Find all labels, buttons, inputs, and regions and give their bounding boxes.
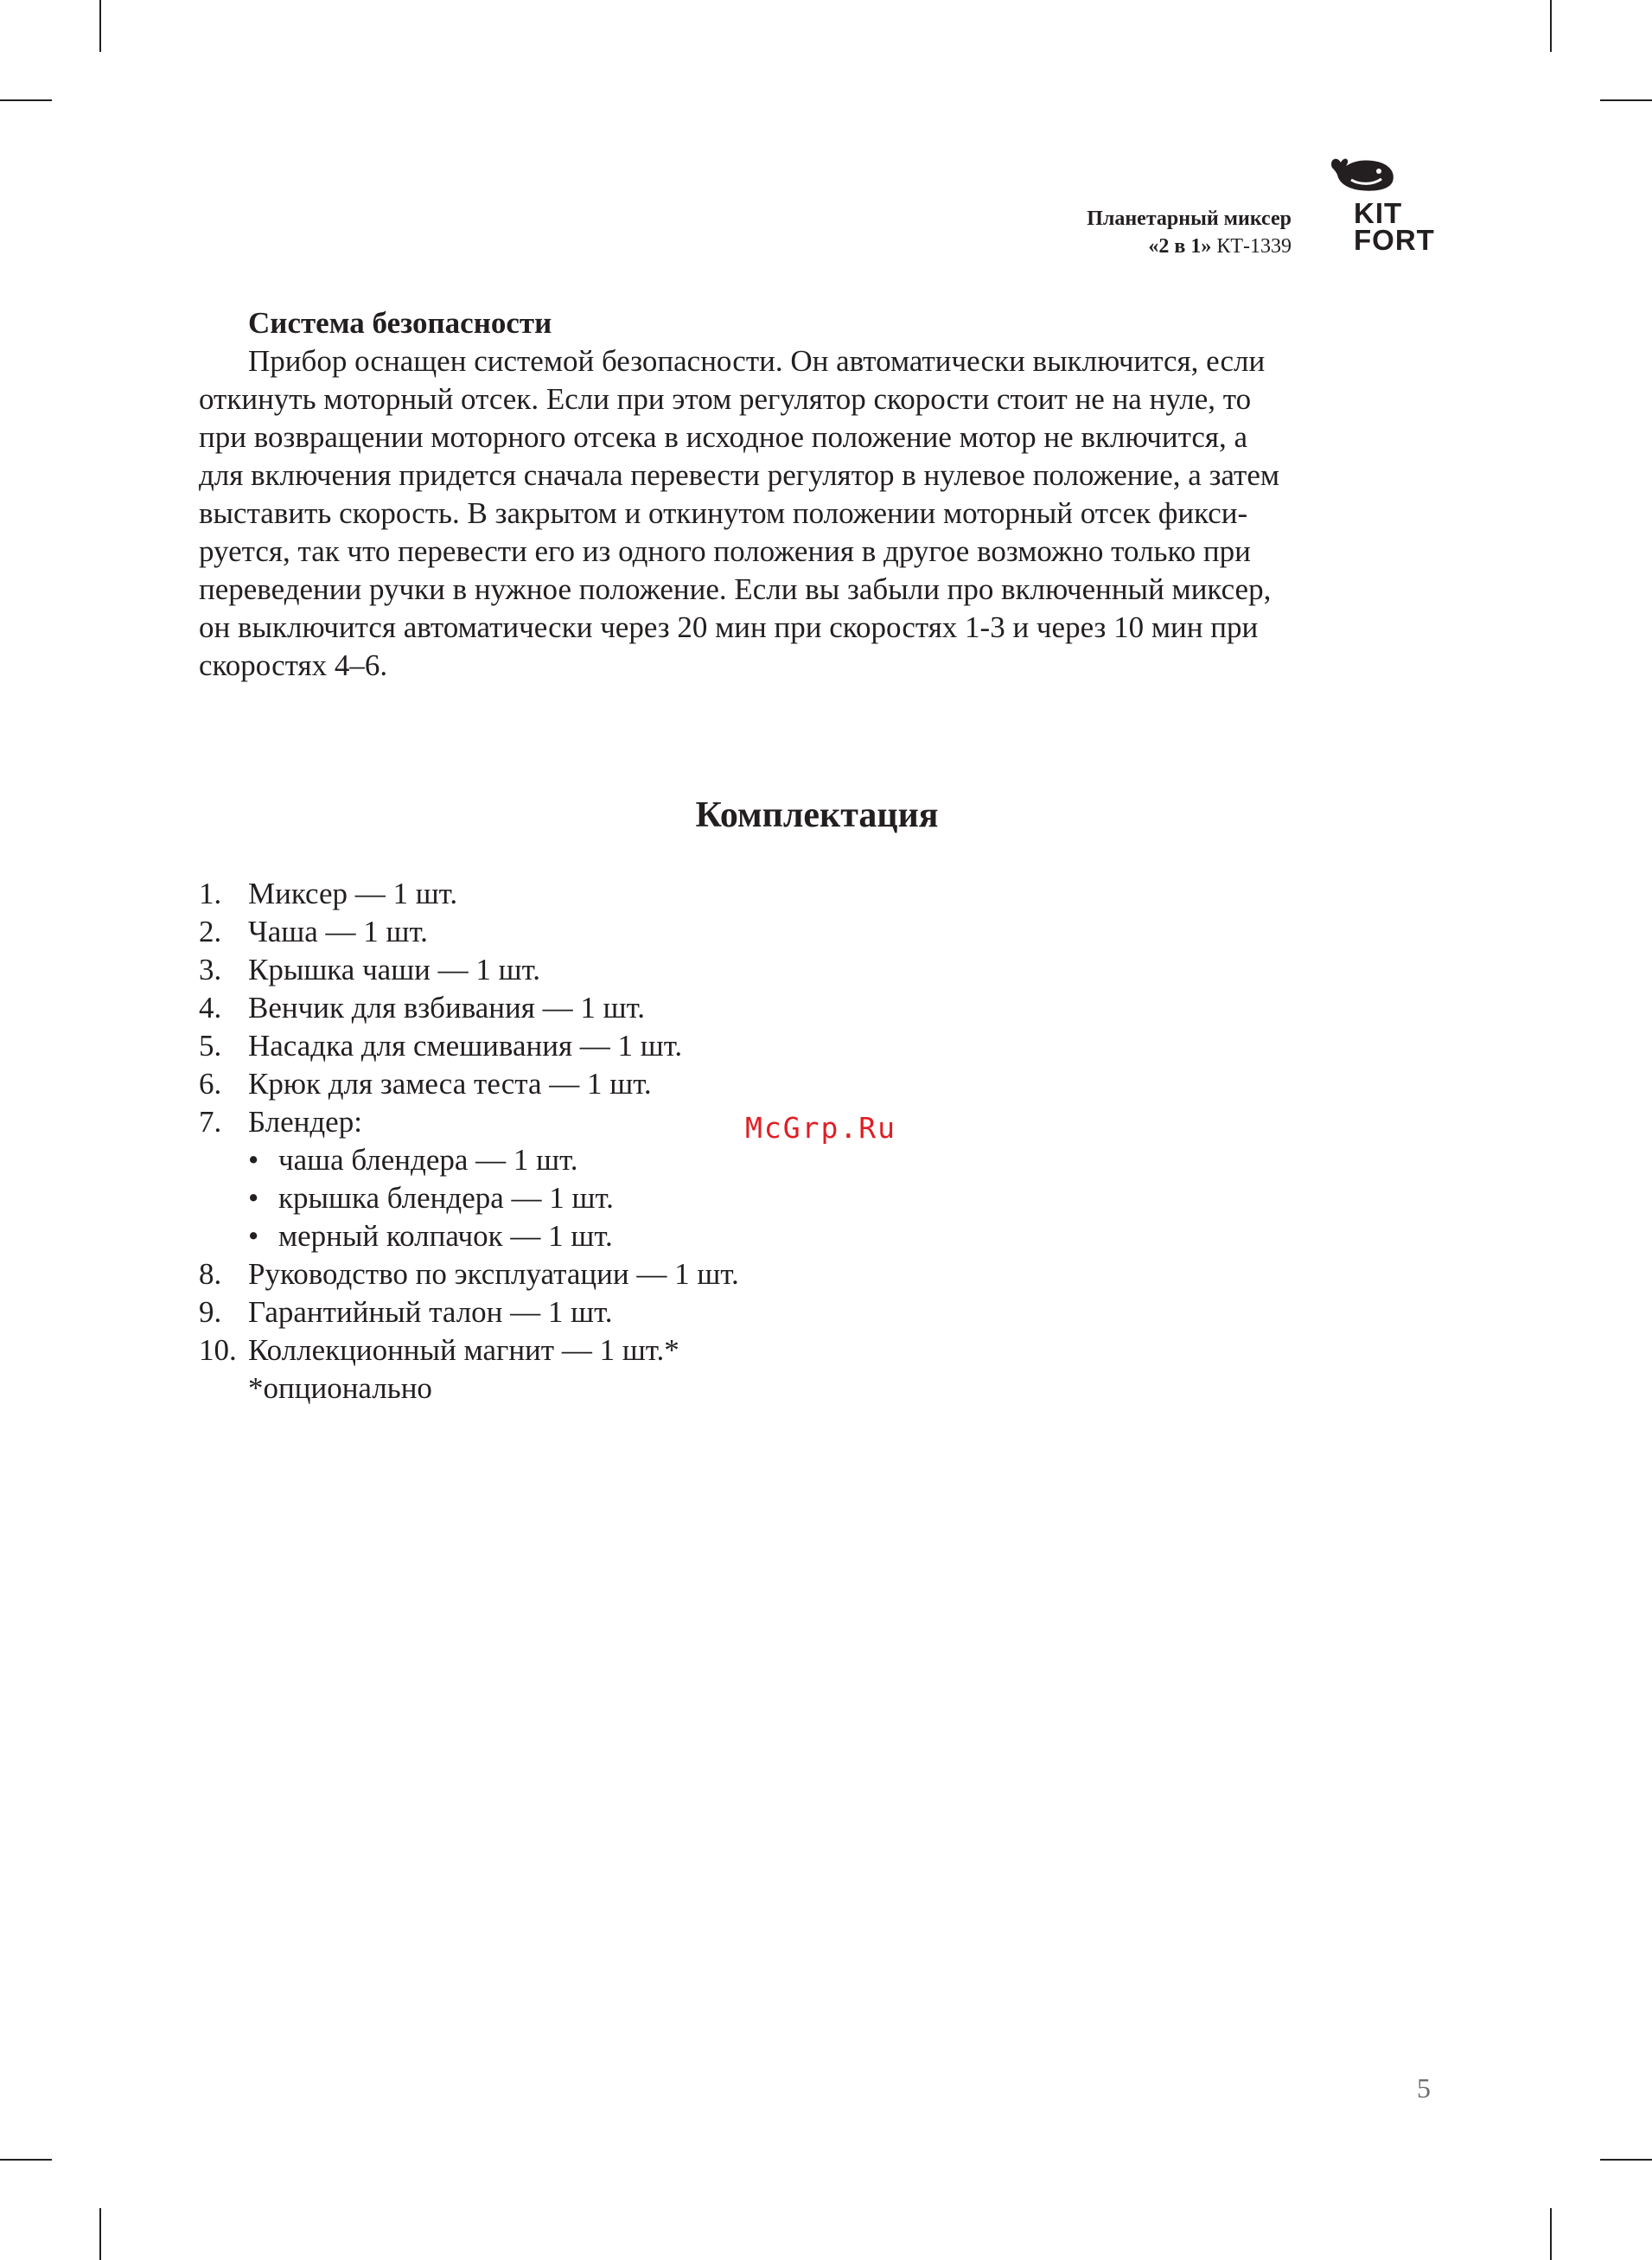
product-name: Планетарный миксер [1087,207,1292,230]
crop-mark [99,0,101,52]
paragraph-line: он выключится автоматически через 20 мин при скоростях 1-3 и через 10 мин при [199,610,1259,644]
logo-word-bottom: FORT [1354,224,1435,256]
logo-word-top: KIT [1354,197,1403,229]
sublist-text: мерный колпачок — 1 шт. [278,1219,613,1253]
crop-mark [99,2208,101,2260]
list-item [199,1065,739,1103]
sublist-text: крышка блендера — 1 шт. [278,1181,614,1215]
kitfort-logo [1321,150,1442,259]
blender-parts-list [248,1141,739,1255]
product-model: КТ-1339 [1216,235,1292,258]
list-number: 1. [199,877,222,910]
paragraph-line: для включения придется сначала перевести регулятор в нулевое положение, а затем [199,458,1280,492]
list-text: Крюк для замеса теста — 1 шт. [248,1067,652,1101]
crop-mark [0,99,52,101]
crop-mark [1600,2159,1652,2161]
list-text: Блендер: [248,1105,362,1139]
crop-mark [0,2159,52,2161]
bullet-icon: • [248,1143,259,1177]
paragraph-line: выставить скорость. В закрытом и откинутом положении моторный отсек фикси- [199,496,1248,530]
sublist-item [248,1179,739,1217]
list-text: Миксер — 1 шт. [248,877,458,910]
watermark: McGrp.Ru [745,1111,896,1145]
optional-footnote: *опционально [248,1371,432,1405]
list-number: 8. [199,1257,222,1291]
paragraph-line: при возвращении моторного отсека в исходное положение мотор не включится, а [199,420,1247,454]
list-item [199,1293,739,1331]
list-number: 10. [199,1333,237,1367]
product-variant: «2 в 1» [1148,235,1212,258]
list-text: Гарантийный талон — 1 шт. [248,1295,613,1329]
contents-list [199,875,739,1408]
paragraph-line: скоростях 4–6. [199,648,388,682]
list-number: 6. [199,1067,222,1101]
list-text: Чаша — 1 шт. [248,915,428,948]
list-number: 4. [199,991,222,1025]
list-text: Крышка чаши — 1 шт. [248,953,541,986]
list-number: 5. [199,1029,222,1063]
list-number: 3. [199,953,222,986]
list-item [199,1103,739,1255]
bullet-icon: • [248,1181,259,1215]
crop-mark [1600,99,1652,101]
sublist-text: чаша блендера — 1 шт. [278,1143,578,1177]
crop-mark [1550,0,1552,52]
list-text: Руководство по эксплуатации — 1 шт. [248,1257,739,1291]
list-text: Венчик для взбивания — 1 шт. [248,991,645,1025]
page-header [1087,205,1292,260]
list-number: 9. [199,1295,222,1329]
paragraph-line: откинуть моторный отсек. Если при этом регулятор скорости стоит не на нуле, то [199,382,1252,416]
list-item [199,951,739,989]
list-item [199,913,739,951]
list-text: Насадка для смешивания — 1 шт. [248,1029,683,1063]
list-item [199,989,739,1027]
paragraph-line: Прибор оснащен системой безопасности. Он автоматически выключится, если [248,344,1266,378]
paragraph-line: руется, так что перевести его из одного положения в другое возможно только при [199,534,1251,568]
list-item [199,1255,739,1293]
list-number: 7. [199,1105,222,1139]
safety-title: Система безопасности [248,306,552,340]
sublist-item [248,1141,739,1179]
list-item [199,1331,739,1369]
list-item [199,875,739,913]
whale-icon [1325,150,1403,194]
list-item [199,1027,739,1065]
list-number: 2. [199,915,222,948]
paragraph-line: переведении ручки в нужное положение. Если вы забыли про включенный миксер, [199,572,1272,606]
bullet-icon: • [248,1219,259,1253]
page-number: 5 [1417,2072,1431,2104]
crop-mark [1550,2208,1552,2260]
sublist-item [248,1217,739,1255]
safety-paragraph [199,342,1435,685]
list-text: Коллекционный магнит — 1 шт.* [248,1333,679,1367]
contents-title: Комплектация [695,795,939,835]
